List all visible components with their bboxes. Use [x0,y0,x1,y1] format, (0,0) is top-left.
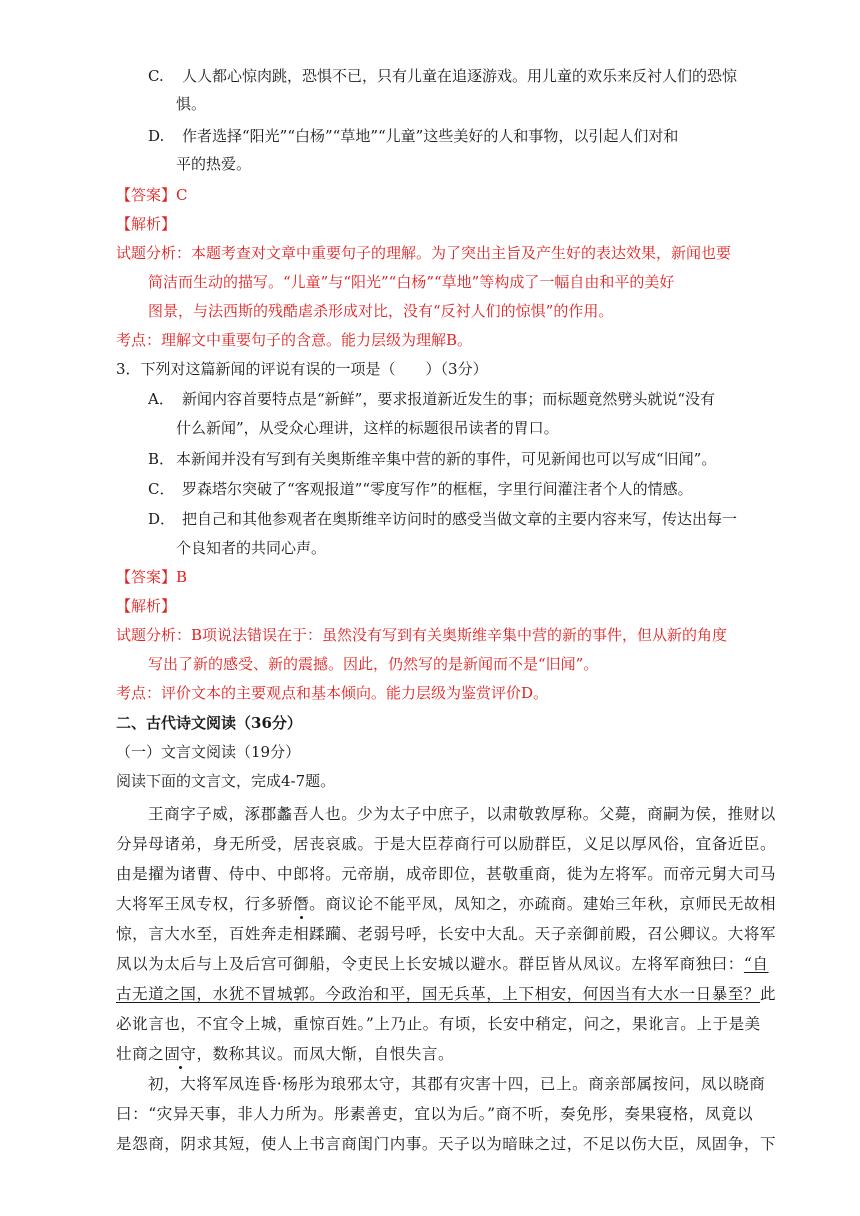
option-letter: B． [148,450,175,468]
q3-analysis-line-2: 写出了新的感受、新的震撼。因此，仍然写的是新闻而不是“旧闻”。 [148,655,599,673]
q3-option-d [148,509,737,529]
underlined-segment: 古无道之国，水犹不冒城郭。今政治和平，国无兵革，上下相安，何因当有大水一日暴至？ [116,985,761,1003]
q3-option-c [148,479,693,499]
passage-line: 初，大将军凤连昏·杨彤为琅邪太守，其郡有灾害十四，已上。商亲部属按问，凤以晓商 [148,1075,766,1093]
q3-option-a [148,389,715,409]
option-text: 作者选择“阳光”“白杨”“草地”“儿童”这些美好的人和事物，以引起人们对和 [182,127,679,145]
emphasis-word: 固守 [164,1045,197,1063]
passage-segment: 壮商之 [116,1045,165,1063]
underlined-segment: “自 [743,955,769,973]
passage-line: 分异母诸弟，身无所受，居丧哀戚。于是大臣荐商行可以励群臣，义足以厚风俗，宜备近臣。 [116,835,777,853]
q2-option-c [148,66,737,86]
q2-option-d-cont: 平的热爱。 [176,155,252,173]
q2-option-d [148,126,678,146]
passage-line: 惊，言大水至，百姓奔走相蹂躏、老弱号呼，长安中大乱。天子亲御前殿，召公卿议。大将军 [116,925,777,943]
section-heading: 二、古代诗文阅读（36分） [116,714,302,732]
q3-option-a-cont: 什么新闻”，从受众心理讲，这样的标题很吊读者的胃口。 [176,419,559,437]
q3-stem: 3．下列对这篇新闻的评说有误的一项是（ ）（3分） [116,360,488,378]
option-letter: C． [148,480,175,498]
section-subheading: （一）文言文阅读（19分） [116,743,301,761]
q2-analysis-line-2: 简洁而生动的描写。“儿童”与“阳光”“白杨”“草地”等构成了一幅自由和平的美好 [148,273,675,291]
option-text: 新闻内容首要特点是“新鲜”，要求报道新近发生的事；而标题竟然劈头就说“没有 [182,390,716,408]
q3-answer: 【答案】B [116,568,188,586]
passage-segment: 。商议论不能平凤，凤知之，亦疏商。建始三年秋，京师民无故相 [309,895,777,913]
passage-line [116,984,776,1004]
passage-line: 是怨商，阴求其短，使人上书言商闺门内事。天子以为暗昧之过，不足以伤大臣，凤固争，下 [116,1135,777,1153]
q2-option-c-cont: 惧。 [176,95,207,113]
q2-kaodian: 考点：理解文中重要句子的含意。能力层级为理解B。 [116,331,473,349]
passage-line: 必讹言也，不宜令上城，重惊百姓。”上乃止。有顷，长安中稍定，问之，果讹言。上于是美 [116,1015,761,1033]
passage-segment: 凤以为太后与上及后宫可御船，令吏民上长安城以避水。群臣皆从凤议。左将军商独曰： [116,955,744,973]
passage-line: 曰：“灾异天事，非人力所为。彤素善吏，宜以为后。”商不听，奏免彤，奏果寝格，凤竟以 [116,1105,754,1123]
option-letter: A． [148,390,174,408]
q3-analysis-line-1: 试题分析：B项说法错误在于：虽然没有写到有关奥斯维辛集中营的新的事件，但从新的角度 [116,626,728,644]
q2-analysis-label: 【解析】 [116,215,177,233]
passage-segment: ，数称其议。而凤大惭，自恨失言。 [196,1045,455,1063]
q3-option-b [148,449,716,469]
option-text: 本新闻并没有写到有关奥斯维辛集中营的新的事件，可见新闻也可以写成“旧闻”。 [176,450,717,468]
q3-kaodian: 考点：评价文本的主要观点和基本倾向。能力层级为鉴赏评价D。 [116,684,549,702]
option-text: 罗森塔尔突破了“客观报道”“零度写作”的框框，字里行间灌注者个人的情感。 [182,480,693,498]
q2-analysis-line-3: 图景，与法西斯的残酷虐杀形成对比，没有“反衬人们的惊惧”的作用。 [148,302,614,320]
option-letter: D. [148,127,165,145]
option-letter: D． [148,510,176,528]
emphasis-char: 僭 [293,895,310,913]
q3-analysis-label: 【解析】 [116,597,177,615]
option-letter: C. [148,67,164,85]
q3-option-d-cont: 个良知者的共同心声。 [176,539,327,557]
passage-instruction: 阅读下面的文言文，完成4-7题。 [116,772,336,790]
passage-line [116,954,769,974]
passage-line [116,1044,454,1064]
passage-line: 王商字子威，涿郡蠡吾人也。少为太子中庶子，以肃敬敦厚称。父薨，商嗣为侯，推财以 [148,805,776,823]
q2-answer: 【答案】C [116,186,188,204]
option-text: 人人都心惊肉跳，恐惧不已，只有儿童在追逐游戏。用儿童的欢乐来反衬人们的恐惊 [182,67,738,85]
option-text: 把自己和其他参观者在奥斯维辛访问时的感受当做文章的主要内容来写，传达出每一 [182,510,738,528]
q2-analysis-line-1: 试题分析：本题考查对文章中重要句子的理解。为了突出主旨及产生好的表达效果，新闻也要 [116,244,732,262]
passage-line [116,894,776,914]
passage-segment: 此 [760,985,777,1003]
passage-segment: 大将军王凤专权，行多骄 [116,895,294,913]
passage-line: 由是擢为诸曹、侍中、中郎将。元帝崩，成帝即位，甚敬重商，徙为左将军。而帝元舅大司马 [116,865,777,883]
